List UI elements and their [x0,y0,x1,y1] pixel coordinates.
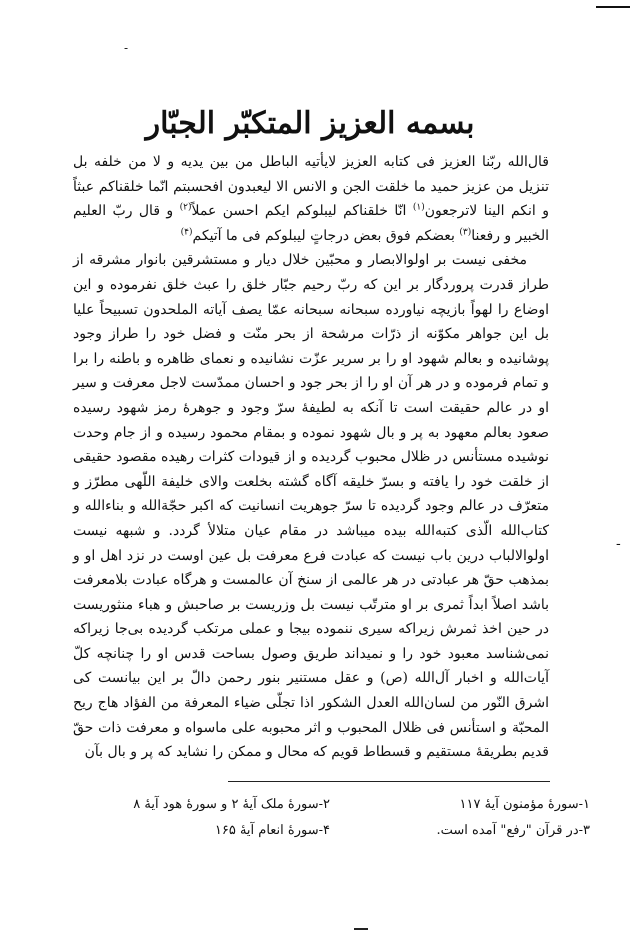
footnote-row [80,792,590,818]
footnote-entry: ۳-در قرآن "رفع" آمده است. [436,823,590,838]
paragraph-text: بعضکم فوق بعض درجاتٍ لیبلوکم فی ما آتیکم [192,227,460,244]
footnote-entry: ۲-سورهٔ ملک آیهٔ ۲ و سورهٔ هود آیهٔ ۸ [133,797,330,812]
footnote-entry: ۴-سورهٔ انعام آیهٔ ۱۶۵ [214,823,330,838]
footnote-divider [228,781,550,782]
paragraph-text: قال‌الله ربّنا العزیز فی کتابه العزیز لایأتیه الباطل من بین یدیه و لا من خلفه بل تنزیل من عزیز حمید ما خلقت الجن و الانس الا لیعبدون افحسبتم انّما خلقناکم عبثاً و انکم الینا لاترجعون [73,154,549,220]
footnote-entry: ۱-سورهٔ مؤمنون آیهٔ ۱۱۷ [459,797,590,812]
paragraph [73,248,549,764]
paragraph-text: مخفی نیست بر اولوالابصار و محبّین خلال دیار و مستشرقین بانوار مشرقه از طراز قدرت پروردگار بر این که ربّ رحیم جبّار خلق را عبث خلق نفرموده و این اوضاع را لهواً بازیچه نیاورده سبحانه سبحانه عمّا یصف آیاته الملحدون تسبیحاً علیا بل این جواهر مکوّنه از ذرّات مرشحة از بحر منّت و فضل خود را طراز وجود پوشانیده و بعالم شهود او را بر سریر عزّت نشانیده و نعمای ظاهره و باطنه را برا و تمام فرموده و در هر آن او را از بحر جود و احسان ممدّست لاجل معرفت و سیر او در عالم حقیقت است تا آنکه به لطیفهٔ سرّ وجود و جوهرهٔ رمز شهود رسیده صعود بعالم معهود به پر و بال شهود نموده و بمقام محمود رسیده و از جام وحدت نوشیده مستأنس در ظلال محبوب گردیده و از قیودات کثرات رهیده مقصود حقیقی از خلقت خود را یافته و بسرّ خلیقه آگاه گشته بخلعت والای خلیفة اللّهی مطرّز و متعرّف در عالم وجود گردیده تا سرّ جوهریت انسانیت که اکبر حجّةالله و بناءالله و کتاب‌الله الّذی کتبه‌الله بیده میباشد در مقام عیان متلالأ گردد. و شبهه نیست اولوالالباب درین باب نیست که عبادت فرع معرفت بل عین اوست در نزد اهل او و بمذهب حقّ هر عبادتی در هر عالمی از سنخ آن عالمست و هرگاه عبادت بلامعرفت باشد اصلاً ابداً ثمری بر او مترتّب نیست بل وزریست بر صاحبش و هباء منثوریست در حین اخذ ثمرش زیراکه سیری ننموده بیجا و عملی مرتکب گردیده بی‌جا زیراکه نمی‌شناسد معبود خود را و نمیداند طریق وصول بساحت قدس او را چنانچه کلّ آیات‌الله و اخبار آل‌الله (ص) و عقل مستنیر بنور رحمن دالّ بر این بیانست کی اشرق النّور من لسان‌الله العدل الشکور اذا تجلّی ضیاء المعرفة من الفؤاد هاج ریح المحبّة و استأنس فی ظلال المحبوب و اثر محبوبه علی ماسواه و معرفت ذات حقّ قدیم بطریقهٔ مستقیم و قسطاط قویم که محال و ممکن را نشاید که پر و بال بآن [73,252,549,761]
footnote-ref[interactable]: (۱) [412,202,425,213]
footnote-ref[interactable]: (۳) [459,227,472,238]
page-number-mark [354,928,368,930]
paragraph-text: و قال ربّ العلیم الخبیر و رفعنا [73,203,549,244]
footnote-row [80,818,590,844]
top-edge-rule [596,6,630,8]
body-text [73,150,549,765]
margin-dash-mark: - [616,536,621,552]
paragraph-text: انّا خلقناکم لیبلوکم ایکم احسن عملاً [191,203,413,220]
footnotes [80,792,590,844]
footnote-ref[interactable]: (۴) [180,227,193,238]
paragraph [73,150,549,248]
page-title: بسمه العزیز المتکبّر الجبّار [145,106,475,142]
footnote-ref[interactable]: (۲) [179,202,192,213]
corner-dash-mark: - [124,41,129,55]
